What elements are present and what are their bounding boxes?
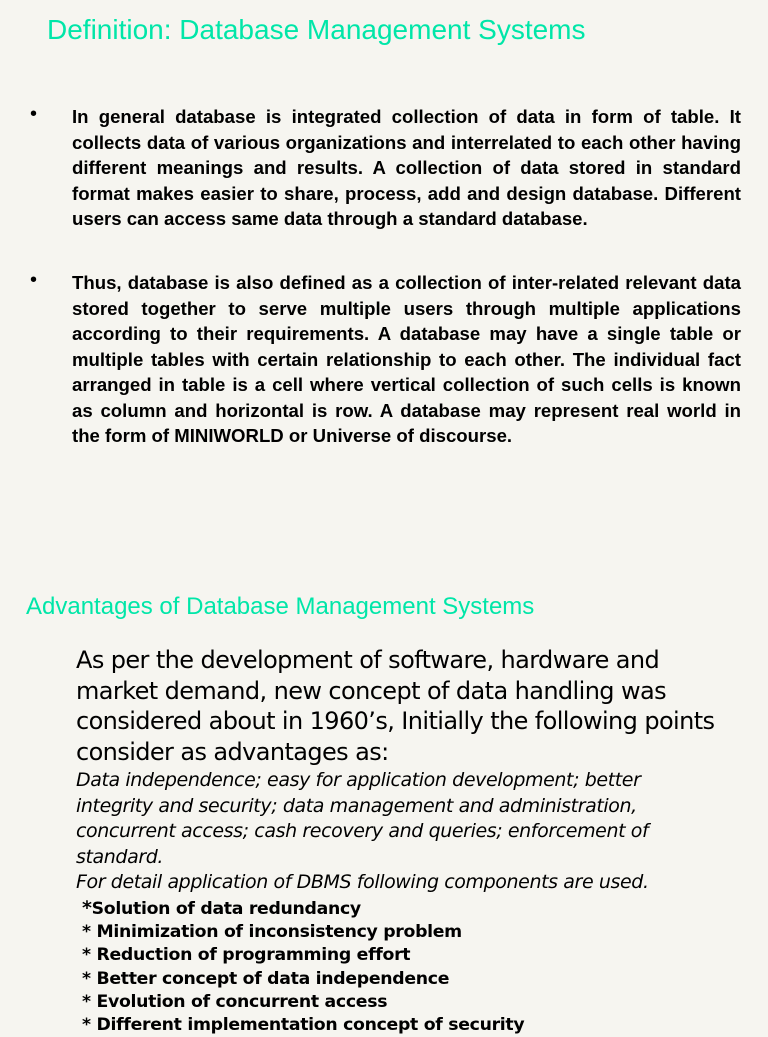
bullet-marker: • [30, 269, 38, 291]
definition-bullet-text: In general database is integrated collection of data in form of table. It collects data of various organizations and interrelated to each other having different meanings and results. A collection of data stored in standard format makes easier to share, process, add and design database. Different users can access same data through a standard database. [72, 106, 741, 229]
list-item-label: Evolution of concurrent access [96, 991, 388, 1012]
definition-heading: Definition: Database Management Systems [47, 14, 586, 45]
list-marker: * [82, 945, 97, 966]
list-marker: * [82, 922, 97, 943]
bullet-marker: • [30, 103, 38, 125]
components-list [82, 897, 524, 1037]
list-marker: * [82, 1015, 97, 1036]
advantages-list-text [76, 768, 716, 896]
list-item-label: Solution of data redundancy [91, 899, 361, 919]
list-item [82, 897, 524, 921]
list-marker: * [82, 968, 97, 989]
definition-bullet-text: Thus, database is also defined as a collection of inter-related relevant data stored together to serve multiple users through multiple applications according to their requirements. A database may have a single table or multiple tables with certain relationship to each other. The individual fact arranged in table is a cell where vertical collection of such cells is known as column and horizontal is row. A database may represent real world in the form of MINIWORLD or Universe of discourse. [72, 272, 741, 446]
list-item [82, 921, 524, 944]
advantages-line: integrity and security; data management and administration, [76, 794, 637, 817]
advantages-line: standard. [76, 845, 164, 868]
list-marker: * [82, 991, 97, 1012]
advantages-line: For detail application of DBMS following components are used. [76, 871, 649, 893]
advantages-line: concurrent access; cash recovery and queries; enforcement of [76, 820, 649, 842]
advantages-line: Data independence; easy for application development; better [76, 769, 641, 791]
list-item [82, 944, 524, 967]
advantages-intro: As per the development of software, hardware and market demand, new concept of data handling was considered about in 1960’s, Initially the following points consider as advantages as: [76, 646, 715, 766]
advantages-heading: Advantages of Database Management Systems [26, 593, 535, 620]
list-marker: * [82, 897, 92, 919]
list-item-label: Minimization of inconsistency problem [96, 922, 462, 943]
list-item [82, 1014, 524, 1037]
list-item [82, 968, 524, 991]
list-item-label: Different implementation concept of security [96, 1015, 525, 1036]
list-item-label: Better concept of data independence [96, 968, 450, 989]
list-item [82, 991, 524, 1014]
list-item-label: Reduction of programming effort [96, 945, 411, 966]
